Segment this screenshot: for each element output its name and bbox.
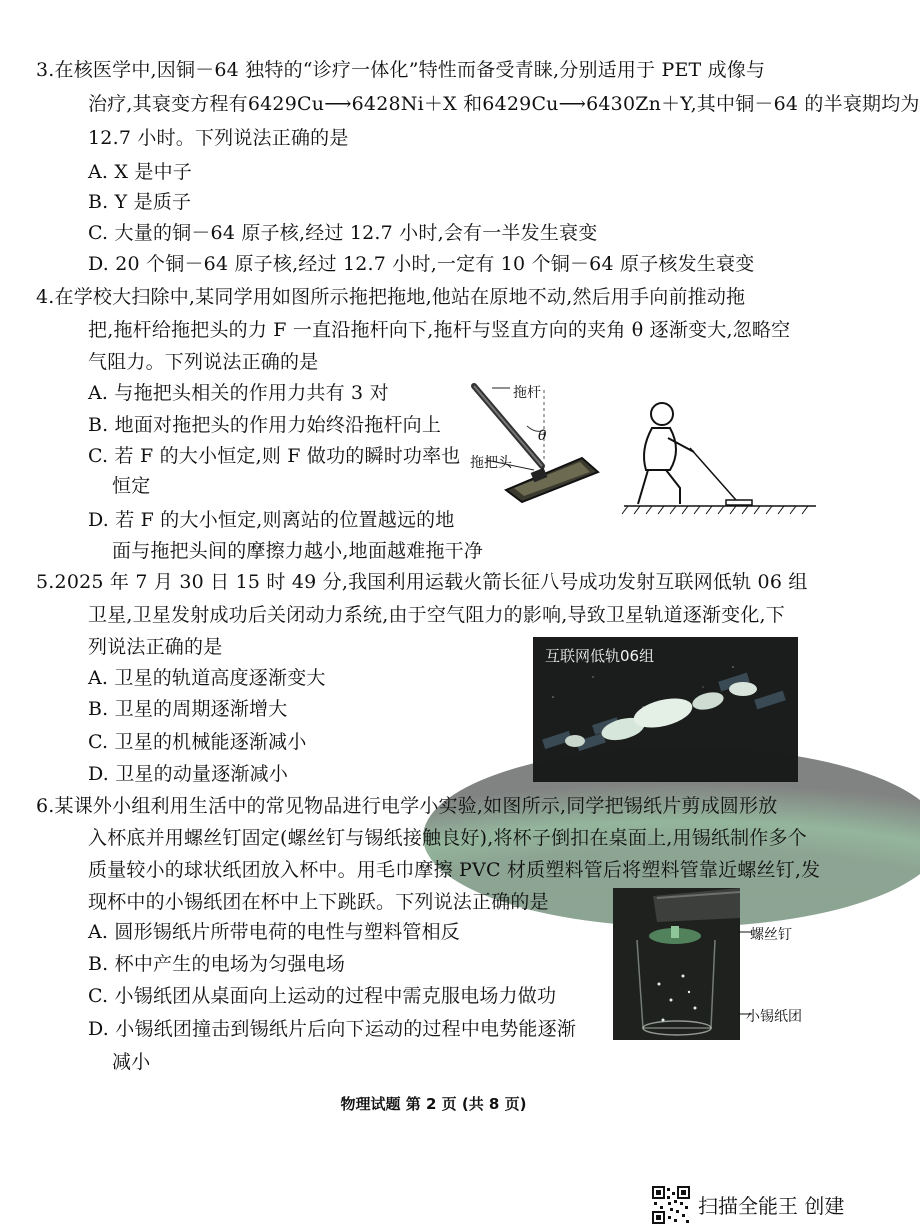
label-theta: θ xyxy=(538,428,547,444)
cup-photo-art xyxy=(613,888,740,1040)
screw xyxy=(671,926,679,938)
q6-stem-line3: 质量较小的球状纸团放入杯中。用毛巾摩擦 PVC 材质塑料管后将塑料管靠近螺丝钉,发 xyxy=(88,859,821,881)
zn-nuclide-numbers: 6430 xyxy=(586,93,636,115)
q5-stem-line2: 卫星,卫星发射成功后关闭动力系统,由于空气阻力的影响,导致卫星轨道逐渐变化,下 xyxy=(88,604,785,626)
q6-option-c: C. 小锡纸团从桌面向上运动的过程中需克服电场力做功 xyxy=(88,985,557,1007)
plus-x: ＋X 和 xyxy=(423,93,483,115)
legs xyxy=(638,470,680,504)
stick-figure-sketch xyxy=(620,400,820,520)
q4-option-c-line1: C. 若 F 的大小恒定,则 F 做功的瞬时功率也 xyxy=(88,445,461,467)
q3-stem-line2 xyxy=(88,90,920,118)
ground-hatching xyxy=(622,506,808,514)
q4-stem-line3: 气阻力。下列说法正确的是 xyxy=(88,351,319,373)
q5-stem-line1: 5.2025 年 7 月 30 日 15 时 49 分,我国利用运载火箭长征八号成功发射互联网低轨 06 组 xyxy=(36,571,808,593)
q4-option-d-line2: 面与拖把头间的摩擦力越小,地面越难拖干净 xyxy=(112,540,484,562)
q4-option-a: A. 与拖把头相关的作用力共有 3 对 xyxy=(88,382,389,404)
q3-stem-line3: 12.7 小时。下列说法正确的是 xyxy=(88,127,349,149)
satellite-photo-caption: 互联网低轨06组 xyxy=(545,647,655,665)
q6-option-d-line2: 减小 xyxy=(112,1051,151,1073)
label-tin-ball: 小锡纸团 xyxy=(746,1009,802,1025)
q3-option-a: A. X 是中子 xyxy=(88,161,192,183)
q3-stem-line1: 3.在核医学中,因铜－64 独特的“诊疗一体化”特性而备受青睐,分别适用于 PET 成像与 xyxy=(36,59,766,81)
q6-stem-line2: 入杯底并用螺丝钉固定(螺丝钉与锡纸接触良好),将杯子倒扣在桌面上,用锡纸制作多个 xyxy=(88,827,807,849)
page-footer: 物理试题 第 2 页 (共 8 页) xyxy=(340,1095,527,1113)
q6-option-a: A. 圆形锡纸片所带电荷的电性与塑料管相反 xyxy=(88,921,461,943)
q3-stem-line2-text: 治疗,其衰变方程有 xyxy=(88,93,248,115)
cu-nuclide-numbers-2: 6429 xyxy=(482,93,532,115)
q5-option-c: C. 卫星的机械能逐渐减小 xyxy=(88,731,307,753)
zn-symbol: Zn xyxy=(635,93,662,115)
q6-stem-line1: 6.某课外小组利用生活中的常见物品进行电学小实验,如图所示,同学把锡纸片剪成圆形放 xyxy=(36,795,778,817)
cu-symbol-2: Cu xyxy=(531,93,559,115)
label-mop-head: 拖把头 xyxy=(470,455,512,471)
q6-option-d-line1: D. 小锡纸团撞击到锡纸片后向下运动的过程中电势能逐渐 xyxy=(88,1018,577,1040)
ni-symbol: Ni xyxy=(400,93,424,115)
arrow-1: ⟶ xyxy=(324,93,352,115)
q5-option-d: D. 卫星的动量逐渐减小 xyxy=(88,763,289,785)
q5-option-a: A. 卫星的轨道高度逐渐变大 xyxy=(88,667,326,689)
q3-option-d: D. 20 个铜－64 原子核,经过 12.7 小时,一定有 10 个铜－64 原子核发生衰变 xyxy=(88,253,755,275)
q4-option-c-line2: 恒定 xyxy=(112,475,151,497)
q6-stem-line4: 现杯中的小锡纸团在杯中上下跳跃。下列说法正确的是 xyxy=(88,891,549,913)
cu-nuclide-numbers: 6429 xyxy=(247,93,297,115)
q3-option-b: B. Y 是质子 xyxy=(88,191,192,213)
q4-stem-line2: 把,拖杆给拖把头的力 F 一直沿拖杆向下,拖杆与竖直方向的夹角 θ 逐渐变大,忽略空 xyxy=(88,319,791,341)
q3-option-c: C. 大量的铜－64 原子核,经过 12.7 小时,会有一半发生衰变 xyxy=(88,222,598,244)
ni-nuclide-numbers: 6428 xyxy=(351,93,401,115)
plus-y: ＋Y,其中铜－64 的半衰期均为 xyxy=(661,93,920,115)
cup-photo xyxy=(613,888,740,1040)
scanner-watermark: 扫描全能王 创建 xyxy=(698,1194,845,1218)
arm xyxy=(668,438,694,452)
cu-symbol: Cu xyxy=(297,93,325,115)
arrow-2: ⟶ xyxy=(558,93,587,115)
q5-option-b: B. 卫星的周期逐渐增大 xyxy=(88,698,288,720)
qr-code-icon xyxy=(652,1186,690,1224)
q4-option-d-line1: D. 若 F 的大小恒定,则离站的位置越远的地 xyxy=(88,509,455,531)
q5-stem-line3: 列说法正确的是 xyxy=(88,636,223,658)
body-outline xyxy=(644,428,676,470)
q6-option-b: B. 杯中产生的电场为匀强电场 xyxy=(88,953,346,975)
satellite-photo xyxy=(533,637,798,782)
sketch-mop-head xyxy=(726,500,752,505)
label-screw: 螺丝钉 xyxy=(750,927,792,943)
q4-option-b: B. 地面对拖把头的作用力始终沿拖杆向上 xyxy=(88,414,442,436)
head-circle xyxy=(651,403,673,425)
q4-stem-line1: 4.在学校大扫除中,某同学用如图所示拖把拖地,他站在原地不动,然后用手向前推动拖 xyxy=(36,286,746,308)
label-mop-rod: 拖杆 xyxy=(513,385,541,401)
sketch-mop-rod xyxy=(690,448,736,500)
